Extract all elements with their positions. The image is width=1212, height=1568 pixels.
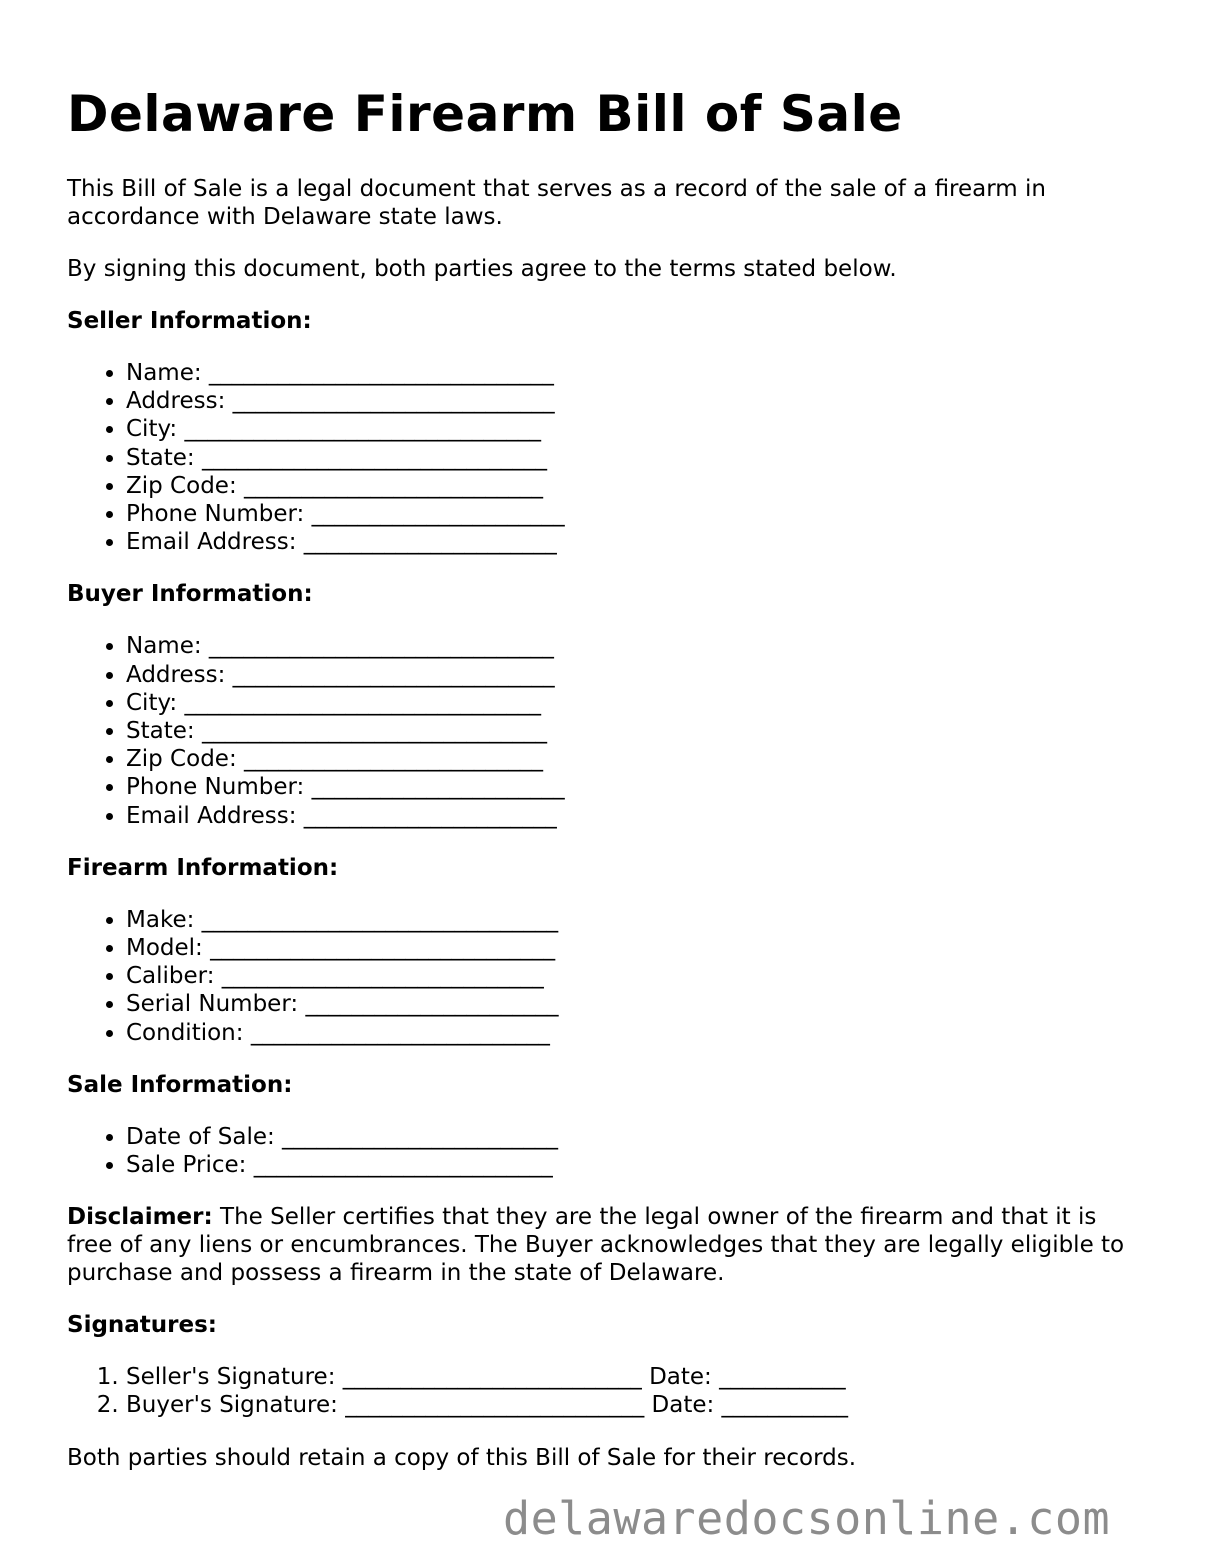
agreement-paragraph: By signing this document, both parties agree to the terms stated below. [67, 256, 897, 282]
document-page [67, 82, 1147, 1472]
seller-city-field: • City: _______________________________ [126, 415, 1147, 443]
buyer-signature-line: 2. Buyer's Signature: __________________________ Date: ___________ [126, 1391, 1147, 1419]
firearm-model-field: • Model: ______________________________ [126, 934, 1147, 962]
firearm-serial-field: • Serial Number: ______________________ [126, 990, 1147, 1018]
buyer-state-field: • State: ______________________________ [126, 717, 1147, 745]
sale-heading: Sale Information: [67, 1071, 293, 1098]
seller-fields-list [67, 359, 1147, 556]
disclaimer-label: Disclaimer: [67, 1204, 213, 1231]
buyer-city-field: • City: _______________________________ [126, 689, 1147, 717]
buyer-fields-list [67, 632, 1147, 829]
seller-heading: Seller Information: [67, 308, 312, 334]
buyer-phone-field: • Phone Number: ______________________ [126, 773, 1147, 801]
firearm-condition-field: • Condition: __________________________ [126, 1019, 1147, 1047]
seller-address-field: • Address: ____________________________ [126, 387, 1147, 415]
site-watermark: delawaredocsonline.com [503, 1492, 1111, 1545]
disclaimer-paragraph [67, 1203, 1147, 1287]
signatures-heading: Signatures: [67, 1312, 218, 1339]
buyer-address-field: • Address: ____________________________ [126, 661, 1147, 689]
firearm-caliber-field: • Caliber: ____________________________ [126, 962, 1147, 990]
seller-zip-field: • Zip Code: __________________________ [126, 472, 1147, 500]
disclaimer-text: The Seller certifies that they are the legal owner of the firearm and that it is free of any liens or encumbrances. The Buyer acknowledges that they are legally eligible to purchase and possess a firearm in the state of Delaware. [67, 1204, 1125, 1287]
sale-date-field: • Date of Sale: ________________________ [126, 1123, 1147, 1151]
seller-phone-field: • Phone Number: ______________________ [126, 500, 1147, 528]
buyer-zip-field: • Zip Code: __________________________ [126, 745, 1147, 773]
closing-paragraph: Both parties should retain a copy of this Bill of Sale for their records. [67, 1444, 857, 1471]
sale-fields-list [67, 1123, 1147, 1179]
intro-paragraph: This Bill of Sale is a legal document that serves as a record of the sale of a firearm in accordance with Delaware state laws. [67, 176, 1046, 230]
seller-email-field: • Email Address: ______________________ [126, 528, 1147, 556]
seller-signature-line: 1. Seller's Signature: __________________________ Date: ___________ [126, 1363, 1147, 1391]
seller-state-field: • State: ______________________________ [126, 444, 1147, 472]
signatures-list [67, 1363, 1147, 1419]
firearm-fields-list [67, 906, 1147, 1047]
buyer-email-field: • Email Address: ______________________ [126, 802, 1147, 830]
firearm-make-field: • Make: _______________________________ [126, 906, 1147, 934]
document-title: Delaware Firearm Bill of Sale [67, 85, 903, 143]
firearm-heading: Firearm Information: [67, 854, 339, 881]
buyer-name-field: • Name: ______________________________ [126, 632, 1147, 660]
buyer-heading: Buyer Information: [67, 581, 313, 608]
sale-price-field: • Sale Price: __________________________ [126, 1151, 1147, 1179]
seller-name-field: • Name: ______________________________ [126, 359, 1147, 387]
